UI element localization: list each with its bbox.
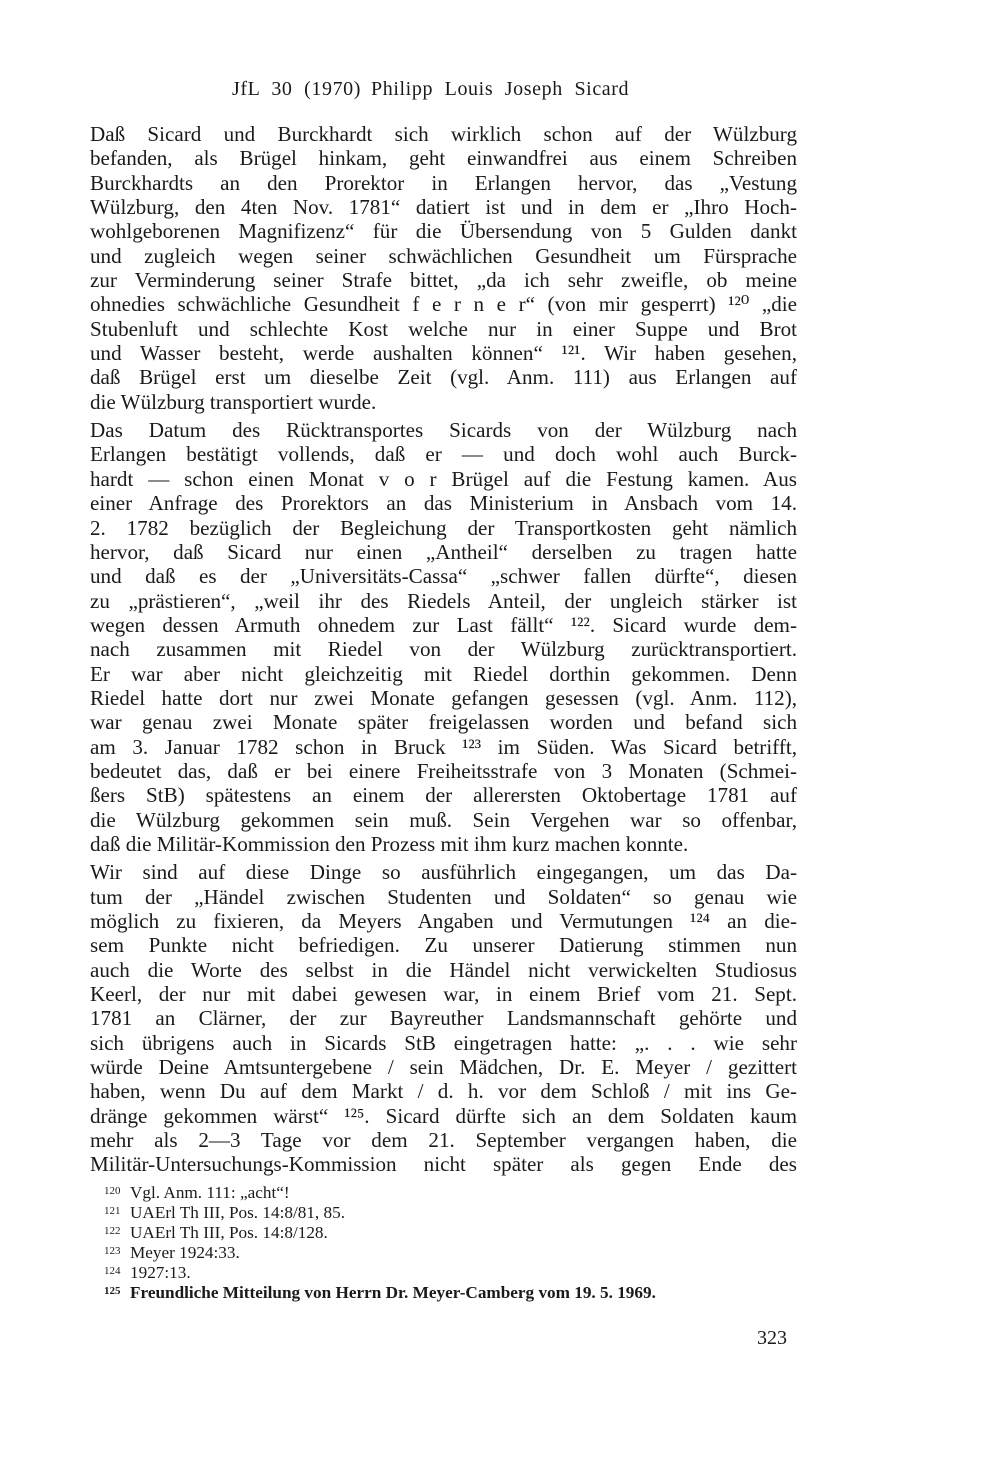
footnote-text: 1927:13.	[130, 1263, 191, 1282]
body-text	[90, 122, 797, 1177]
text-line: Wir sind auf diese Dinge so ausführlich eingegangen, um das Da-	[90, 860, 797, 885]
text-line: Burckhardts an den Prorektor in Erlangen hervor, das „Vestung	[90, 170, 797, 195]
text-line: hardt — schon einen Monat v o r Brügel auf die Festung kamen. Aus	[90, 466, 797, 491]
text-line: Das Datum des Rücktransportes Sicards von der Wülzburg nach	[90, 418, 797, 443]
text-line: hervor, daß Sicard nur einen „Antheil“ derselben zu tragen hatte	[90, 539, 797, 564]
text-line: ßers StB) spätestens an einem der allerersten Oktobertage 1781 auf	[90, 783, 797, 808]
page-number: 323	[757, 1327, 787, 1349]
footnote	[104, 1242, 804, 1262]
text-line: war genau zwei Monate später freigelassen worden und befand sich	[90, 710, 797, 735]
footnotes	[104, 1182, 804, 1302]
text-line: auch die Worte des selbst in die Händel nicht verwickelten Studiosus	[90, 957, 797, 982]
footnote-number: 124	[104, 1265, 121, 1277]
footnote-text: UAErl Th III, Pos. 14:8/81, 85.	[130, 1203, 345, 1222]
article-title: Philipp Louis Joseph Sicard	[371, 78, 630, 100]
text-line: 1781 an Clärner, der zur Bayreuther Landsmannschaft gehörte und	[90, 1006, 797, 1031]
text-line: die Wülzburg gekommen sein muß. Sein Vergehen war so offenbar,	[90, 807, 797, 832]
text-line: 2. 1782 bezüglich der Begleichung der Transportkosten geht nämlich	[90, 515, 797, 540]
text-line: die Wülzburg transportiert wurde.	[90, 389, 377, 414]
text-line: Riedel hatte dort nur zwei Monate gefangen gesessen (vgl. Anm. 112),	[90, 685, 797, 710]
text-line: befanden, als Brügel hinkam, geht einwandfrei aus einem Schreiben	[90, 146, 797, 171]
footnote-number: 122	[104, 1225, 121, 1237]
text-line: Er war aber nicht gleichzeitig mit Riedel dorthin gekommen. Denn	[90, 661, 797, 686]
text-line: nach zusammen mit Riedel von der Wülzburg zurücktransportiert.	[90, 637, 797, 662]
text-line: würde Deine Amtsuntergebene / sein Mädchen, Dr. E. Meyer / gezittert	[90, 1055, 797, 1080]
text-line: Militär-Untersuchungs-Kommission nicht später als gegen Ende des	[90, 1152, 797, 1177]
text-line: wohlgeborenen Magnifizenz“ für die Übersendung von 5 Gulden dankt	[90, 219, 797, 244]
text-line: und zugleich wegen seiner schwächlichen Gesundheit um Fürsprache	[90, 243, 797, 268]
text-line: zu „prästieren“, „weil ihr des Riedels Anteil, der ungleich stärker ist	[90, 588, 797, 613]
footnote-text: Meyer 1924:33.	[130, 1243, 240, 1262]
text-line: tum der „Händel zwischen Studenten und Soldaten“ so genau wie	[90, 884, 797, 909]
footnote	[104, 1282, 804, 1302]
text-line: Daß Sicard und Burckhardt sich wirklich schon auf der Wülzburg	[90, 122, 797, 146]
footnote-text: Vgl. Anm. 111: „acht“!	[130, 1183, 290, 1202]
footnote	[104, 1222, 804, 1242]
footnote-number: 123	[104, 1245, 121, 1257]
text-line: Stubenluft und schlechte Kost welche nur in einer Suppe und Brot	[90, 316, 797, 341]
footnote-number: 125	[104, 1285, 121, 1297]
text-line: ohnedies schwächliche Gesundheit f e r n e r“ (von mir gesperrt) ¹²⁰ „die	[90, 292, 797, 317]
text-line: bedeutet das, daß er bei einere Freiheitsstrafe von 3 Monaten (Schmei-	[90, 758, 797, 783]
footnote-number: 121	[104, 1205, 121, 1217]
text-line: einer Anfrage des Prorektors an das Ministerium in Ansbach vom 14.	[90, 491, 797, 516]
running-head	[232, 78, 629, 101]
footnote	[104, 1262, 804, 1282]
text-line: Keerl, der nur mit dabei gewesen war, in einem Brief vom 21. Sept.	[90, 982, 797, 1007]
text-line: am 3. Januar 1782 schon in Bruck ¹²³ im Süden. Was Sicard betrifft,	[90, 734, 797, 759]
footnote-number: 120	[104, 1185, 121, 1197]
footnote	[104, 1202, 804, 1222]
text-line: daß Brügel erst um dieselbe Zeit (vgl. Anm. 111) aus Erlangen auf	[90, 365, 797, 390]
footnote-text: Freundliche Mitteilung von Herrn Dr. Meyer-Camberg vom 19. 5. 1969.	[130, 1283, 656, 1302]
footnote-text: UAErl Th III, Pos. 14:8/128.	[130, 1223, 328, 1242]
text-line: möglich zu fixieren, da Meyers Angaben und Vermutungen ¹²⁴ an die-	[90, 909, 797, 933]
text-line: sich übrigens auch in Sicards StB eingetragen hatte: „. . . wie sehr	[90, 1030, 797, 1055]
text-line: sem Punkte nicht befriedigen. Zu unserer Datierung stimmen nun	[90, 933, 797, 958]
text-line: haben, wenn Du auf dem Markt / d. h. vor dem Schloß / mit ins Ge-	[90, 1079, 797, 1104]
text-line: und Wasser besteht, werde aushalten können“ ¹²¹. Wir haben gesehen,	[90, 341, 797, 366]
text-line: Wülzburg, den 4ten Nov. 1781“ datiert ist und in dem er „Ihro Hoch-	[90, 195, 797, 220]
footnote	[104, 1182, 804, 1202]
journal-reference: JfL 30 (1970)	[232, 78, 362, 100]
text-line: daß die Militär-Kommission den Prozess mit ihm kurz machen konnte.	[90, 831, 689, 856]
text-line: zur Verminderung seiner Strafe bittet, „da ich sehr zweifle, ob meine	[90, 268, 797, 293]
text-line: wegen dessen Armuth ohnedem zur Last fällt“ ¹²². Sicard wurde dem-	[90, 612, 797, 637]
text-line: dränge gekommen wärst“ ¹²⁵. Sicard dürfte sich an dem Soldaten kaum	[90, 1103, 797, 1128]
text-line: Erlangen bestätigt vollends, daß er — und doch wohl auch Burck-	[90, 442, 797, 467]
text-line: und daß es der „Universitäts-Cassa“ „schwer fallen dürfte“, diesen	[90, 564, 797, 589]
text-line: mehr als 2—3 Tage vor dem 21. September vergangen haben, die	[90, 1128, 797, 1153]
